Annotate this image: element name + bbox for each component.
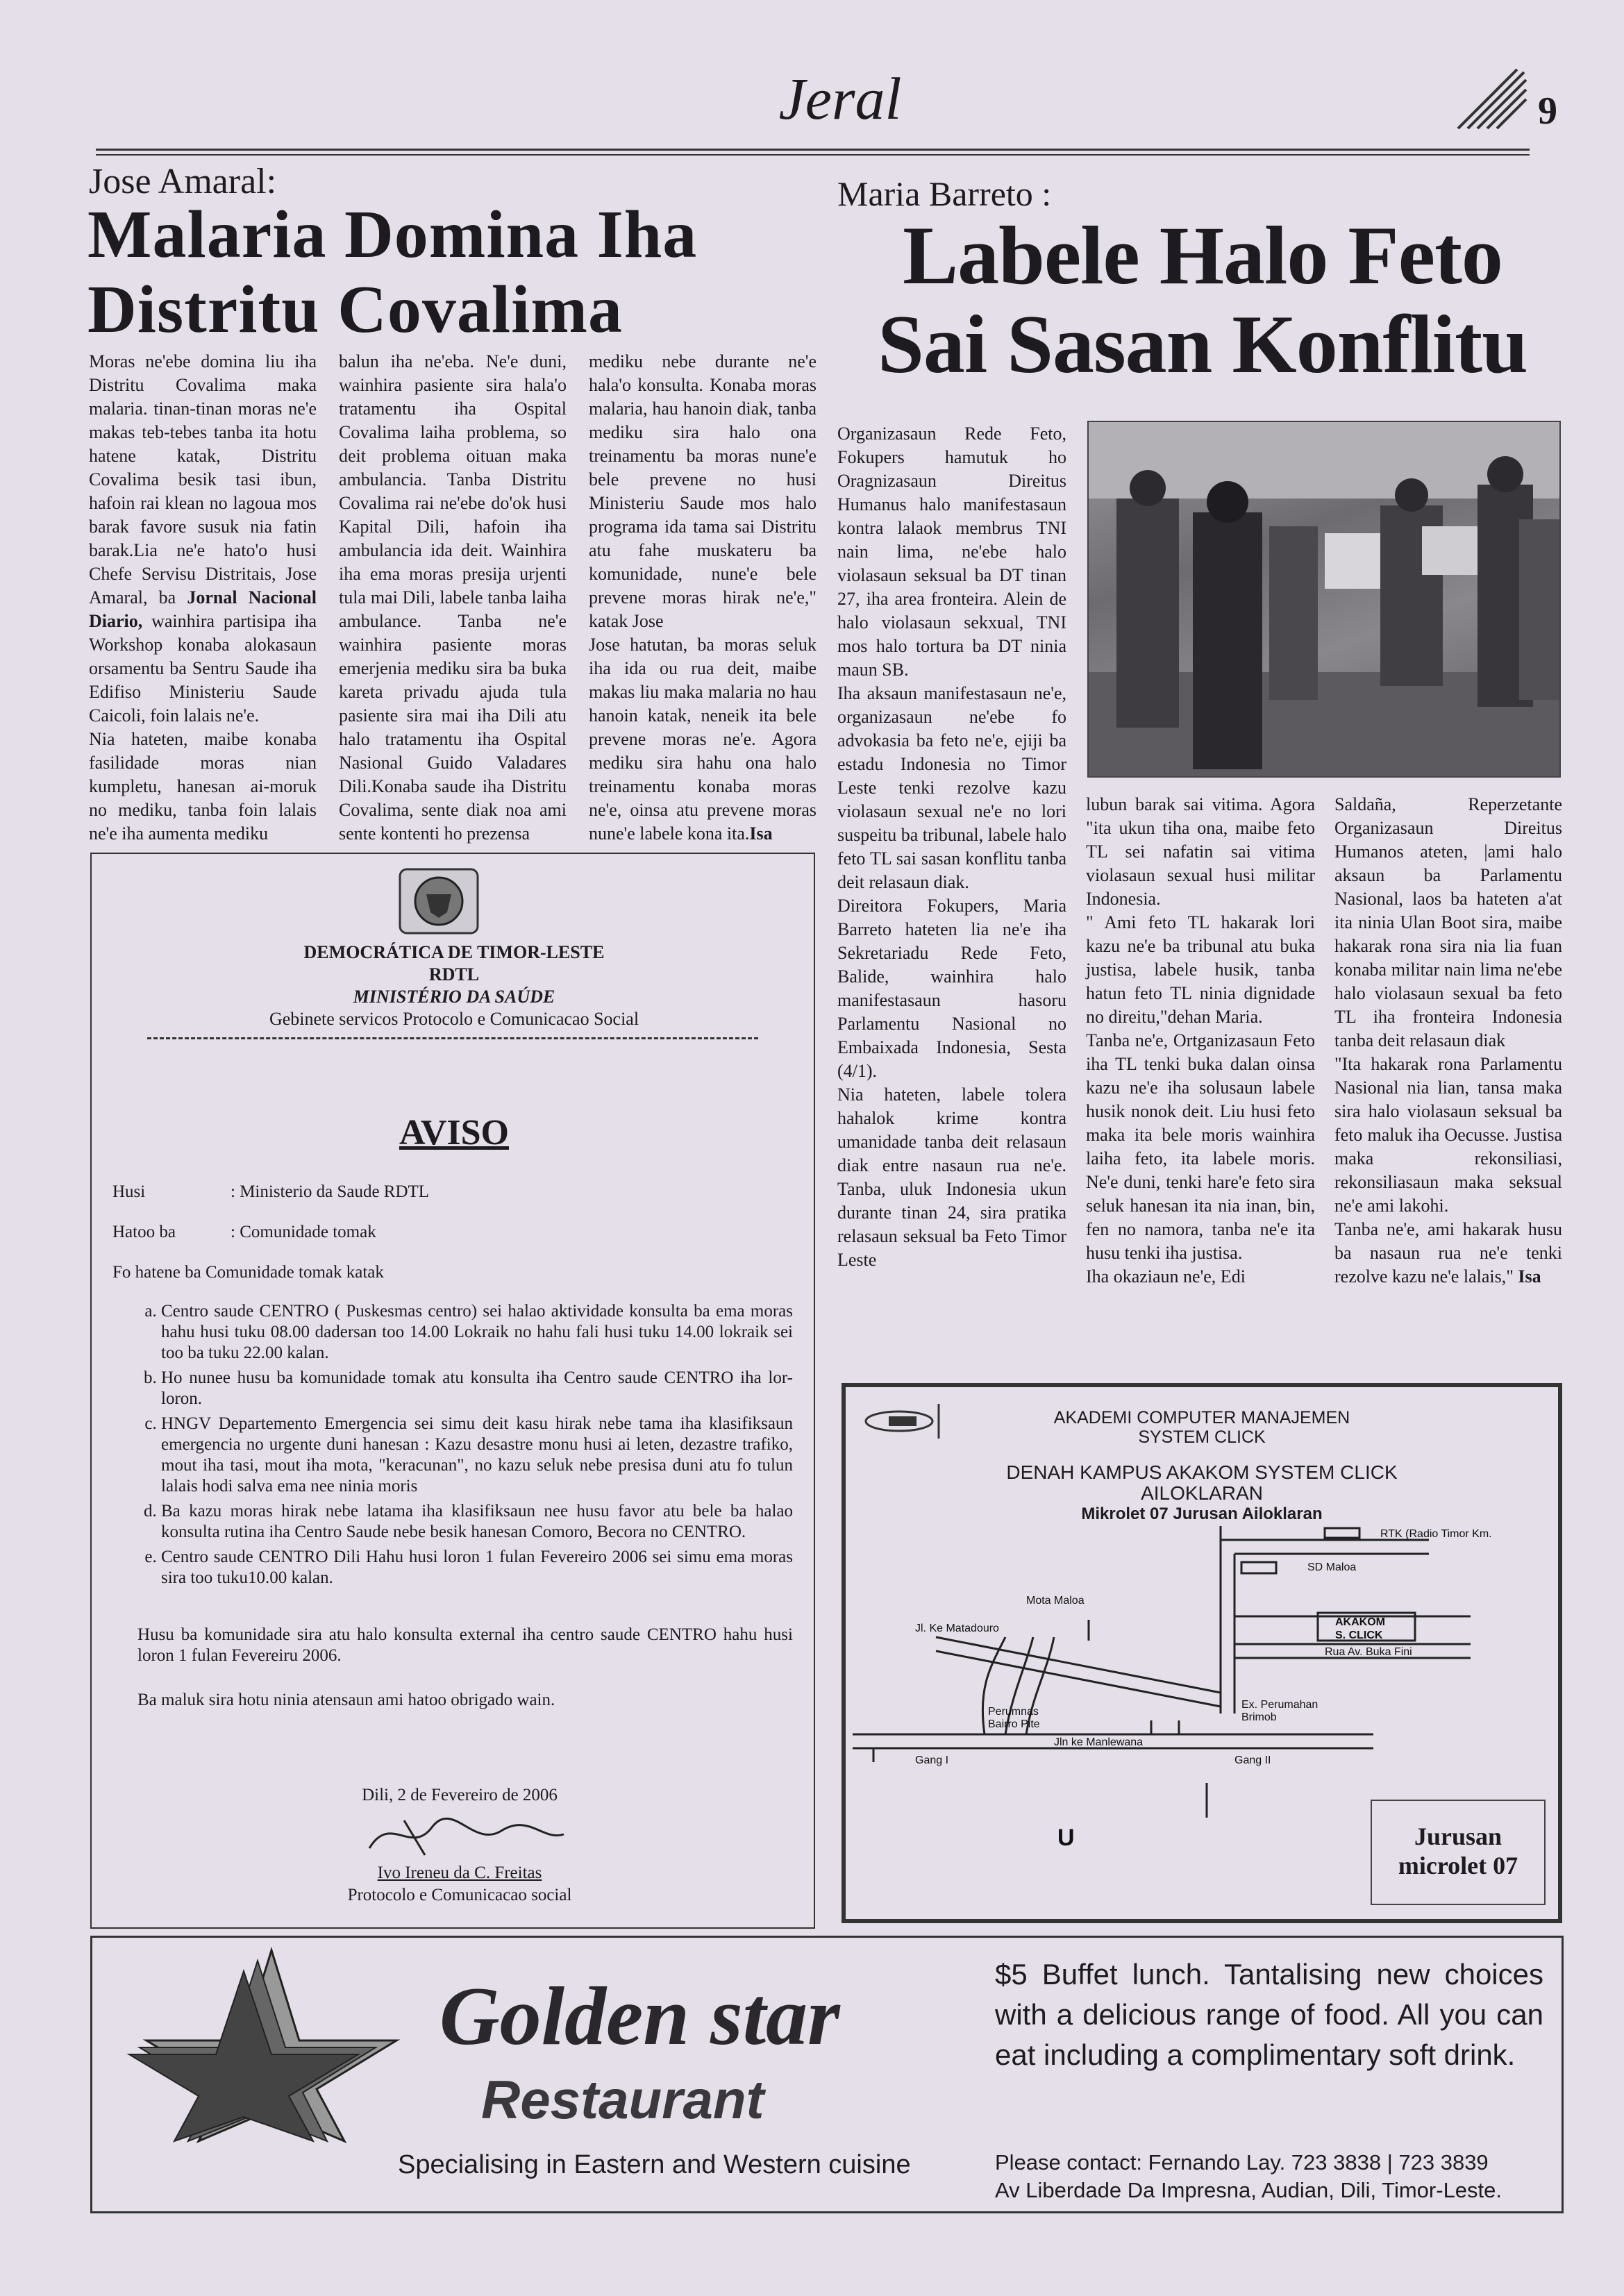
org-name: DEMOCRÁTICA DE TIMOR-LESTE xyxy=(303,942,605,962)
map-location: AILOKLARAN xyxy=(1141,1482,1263,1504)
microlet-label: microlet 07 xyxy=(1398,1852,1518,1879)
map-route: Mikrolet 07 Jurusan Ailoklaran xyxy=(1081,1505,1323,1523)
aviso-item: e. Centro saude CENTRO Dili Hahu husi loron 1 fulan Fevereiro 2006 sei simu ema moras sira too tuku10.00 kalan. xyxy=(161,1547,793,1589)
article1-kicker: Jose Amaral: xyxy=(89,162,277,201)
protest-photo xyxy=(1087,421,1561,778)
jurusan-box xyxy=(1371,1800,1546,1905)
article2-col2: lubun barak sai vitima. Agora "ita ukun tiha ona, maibe feto TL sei nafatin sai vitima violasaun sexual husi militar Indonesia. " Ami feto TL hakarak lori kazu ne'e ba tribunal atu buka justisa, labele husik, tanba hatun feto TL ninia dignidade no direitu,"dehan Maria. Tanba ne'e, Ortganizasaun Feto iha TL tenki buka dalan oinsa kazu ne'e iha solusaun labele husik nonok deit. Liu husi feto maka ita bele moris wainhira laiha feto, ita labele moris. Ne'e duni, tenki hare'e feto sira seluk hanesan ita nia inan, bin, fen no namora, tanba ne'e ita husu tenki iha justisa. Iha okaziaun ne'e, Edi xyxy=(1086,794,1315,1287)
signer-name: Ivo Ireneu da C. Freitas xyxy=(377,1863,542,1882)
restaurant-contact: Please contact: Fernando Lay. 723 3838 | 723 3839 xyxy=(995,2150,1489,2175)
page-number: 9 xyxy=(1538,90,1557,133)
aviso-item: d. Ba kazu moras hirak nebe latama iha klasifiksaun nee husu favor atu bele ba halao konsulta rutina iha Centro Saude nebe besik hanesan Comoro, Becora no CENTRO. xyxy=(161,1501,793,1543)
map-title: DENAH KAMPUS AKAKOM SYSTEM CLICK xyxy=(1006,1461,1398,1483)
hatoo-label: Hatoo ba xyxy=(112,1223,176,1241)
map-label-manlewana: Jln ke Manlewana xyxy=(1054,1736,1144,1748)
stripes-icon xyxy=(1451,62,1527,132)
office-name: Gebinete servicos Protocolo e Comunicacao Social xyxy=(269,1009,639,1029)
map-label-bairro-pite: Bairro Pite xyxy=(988,1718,1040,1730)
map-label-buka-fini: Rua Av. Buka Fini xyxy=(1325,1646,1412,1658)
akakom-subtitle: SYSTEM CLICK xyxy=(1138,1427,1266,1447)
husi-label: Husi xyxy=(112,1182,146,1201)
aviso-paragraph: Husu ba komunidade sira atu halo konsulta external iha centro saude CENTRO hahu husi loron 1 fulan Fevereiru 2006. xyxy=(137,1625,793,1665)
husi-value: : Ministerio da Saude RDTL xyxy=(231,1182,430,1201)
header-rule xyxy=(96,149,1530,151)
signature-icon xyxy=(349,1807,571,1862)
restaurant-tagline: Specialising in Eastern and Western cuisine xyxy=(398,2150,911,2179)
akakom-title: AKADEMI COMPUTER MANAJEMEN xyxy=(1053,1408,1350,1427)
article2-kicker: Maria Barreto : xyxy=(837,174,1052,213)
aviso-closing: Ba maluk sira hotu ninia atensaun ami hatoo obrigado wain. xyxy=(137,1691,555,1709)
signer-role: Protocolo e Comunicacao social xyxy=(347,1886,572,1904)
map-label-rtk: RTK (Radio Timor Km. xyxy=(1380,1528,1492,1540)
ministry-emblem-icon xyxy=(397,866,480,936)
aviso-box xyxy=(90,853,815,1929)
hatoo-value: : Comunidade tomak xyxy=(231,1223,376,1241)
aviso-date: Dili, 2 de Fevereiro de 2006 xyxy=(362,1786,558,1804)
restaurant-address: Av Liberdade Da Impresna, Audian, Dili, Timor-Leste. xyxy=(995,2178,1502,2202)
aviso-intro: Fo hatene ba Comunidade tomak katak xyxy=(112,1263,384,1282)
golden-star-ad xyxy=(90,1936,1564,2213)
map-label-mota-maloa: Mota Maloa xyxy=(1026,1595,1085,1607)
map-label-perumnas: Perumnas xyxy=(988,1706,1039,1718)
akakom-map-ad xyxy=(842,1383,1562,1923)
map-label-sclick: S. CLICK xyxy=(1335,1629,1383,1641)
map-label-akakom: AKAKOM xyxy=(1335,1616,1385,1628)
map-label-sd-maloa: SD Maloa xyxy=(1307,1561,1357,1573)
dashed-divider xyxy=(147,1037,758,1039)
article1-col2: balun iha ne'eba. Ne'e duni, wainhira pasiente sira hala'o tratamentu iha Ospital Covalima laiha problema, so deit problema oituan maka ambulancia. Tanba Distritu Covalima rai ne'ebe do'ok husi Kapital Dili, hafoin iha ambulancia ida deit. Wainhira iha ema moras presija urjenti tula mai Dili, labele tanba laiha ambulance. Tanba ne'e wainhira pasiente moras emerjenia mediku sira ba buka kareta privadu ajuda tula pasiente sira mai iha Dili atu halo tratamentu iha Ospital Nasional Guido Valadares Dili.Konaba saude iha Distritu Covalima, sente diak noa ami sente kontenti ho prezensa xyxy=(339,351,567,844)
map-label-gang1: Gang I xyxy=(915,1754,949,1766)
aviso-title: AVISO xyxy=(399,1113,509,1153)
ministry-name: MINISTÉRIO DA SAÚDE xyxy=(353,987,555,1007)
map-label-matadouro: Jl. Ke Matadouro xyxy=(915,1623,999,1634)
map-label-gang2: Gang II xyxy=(1234,1754,1271,1766)
article2-col3: Saldaña, Reperzetante Organizasaun Direitus Humanos ateten, |ami halo aksaun ba Parlamentu Nasional, laos ba hateten a'at ita ninia Ulan Boot sira, maibe hakarak rona sira nia lia fuan konaba militar nain lima ne'ebe halo violasaun sexual ba feto TL iha fronteira Indonesia tanba deit relasaun diak "Ita hakarak rona Parlamentu Nasional nia lian, tansa maka sira halo violasaun seksual ba feto maluk iha Oecusse. Justisa maka rekonsiliasi, rekonsiliasaun maka seksual ne'e ami lakohi. Tanba ne'e, ami hakarak husu ba nasaun rua ne'e tenki rezolve kazu ne'e lalais," Isa xyxy=(1334,794,1562,1287)
restaurant-name: Golden star xyxy=(440,1970,840,2062)
north-icon: U xyxy=(1057,1825,1075,1851)
photo-scene xyxy=(1089,422,1559,776)
article1-col1: Moras ne'ebe domina liu iha Distritu Covalima maka malaria. tinan-tinan moras ne'e makas teb-tebes tanba ita hotu hatene katak, Distritu Covalima besik tasi ibun, hafoin rai klean no lagoua mos barak favore susuk nia fatin barak.Lia ne'e hato'o husi Chefe Servisu Distritais, Jose Amaral, ba Jornal Nacional Diario, wainhira partisipa iha Workshop konaba alokasaun orsamentu ba Sentru Saude iha Edifiso Ministeriu Saude Caicoli, foin lalais ne'e. Nia hateten, maibe konaba fasilidade moras nian kumpletu, hanesan ai-moruk no mediku, tanba foin lalais ne'e iha aumenta mediku xyxy=(89,351,317,844)
restaurant-type: Restaurant xyxy=(481,2069,764,2130)
article1-col3: mediku nebe durante ne'e hala'o konsulta. Konaba moras malaria, hau hanoin diak, tanba mediku sira halo ona treinamentu ba moras nune'e bele prevene no husi Ministeriu Saude mos halo programa ida tama sai Distritu atu fahe muskateru ba komunidade, nune'e bele prevene moras hirak ne'e," katak Jose Jose hatutan, ba moras seluk iha ida ou rua deit, maibe makas liu maka malaria no hau hanoin katak, neneik ita bele prevene moras ne'e. Agora mediku sira hahu ona halo treinamentu konaba moras ne'e, oinsa atu prevene moras nune'e labele kona ita.Isa xyxy=(589,351,817,844)
article2-headline: Labele Halo Feto Sai Sasan Konflitu xyxy=(878,209,1527,390)
section-title: Jeral xyxy=(778,65,902,132)
header-rule-2 xyxy=(96,154,1530,156)
org-abbrev: RDTL xyxy=(428,964,480,984)
aviso-item: b. Ho nunee husu ba komunidade tomak atu konsulta iha Centro saude CENTRO iha lor-loron. xyxy=(161,1368,793,1409)
jurusan-label: Jurusan xyxy=(1414,1822,1502,1850)
aviso-item: c. HNGV Departemento Emergencia sei simu deit kasu hirak nebe tama iha klasifiksaun emergencia no urgente duni hanesan : Kazu desastre monu husi ai leten, dezastre trafiko, mout iha tasi, mout iha mota, "keracunan", no kazu seluk nebe presisa duni atu fo tulun lalais hodi salva ema nee ninia moris xyxy=(161,1414,793,1497)
restaurant-offer: $5 Buffet lunch. Tantalising new choices with a delicious range of food. All you can eat including a complimentary soft drink. xyxy=(995,1958,1543,2071)
aviso-list xyxy=(112,1301,793,1589)
map-label-ex-perumahan: Ex. Perumahan xyxy=(1241,1699,1319,1711)
star-logo-icon xyxy=(98,1943,473,2145)
article2-col1: Organizasaun Rede Feto, Fokupers hamutuk ho Oragnizasaun Direitus Humanus halo manifestasaun kontra lalaok membrus TNI nain lima, ne'ebe halo violasaun seksual ba DT tinan 27, iha area fronteira. Alein de halo violasaun sekxual, TNI mos halo tortura ba DT ninia maun SB. Iha aksaun manifestasaun ne'e, organizasaun ne'ebe fo advokasia ba feto ne'e, ejiji ba estadu Indonesia no Timor Leste tenki rezolve kazu violasaun sexual ne'e no lori suspeitu ba tribunal, labele halo feto TL sai sasan konflitu tanba deit relasaun diak. Direitora Fokupers, Maria Barreto hateten lia ne'e iha Sekretariadu Rede Feto, Balide, wainhira halo manifestasaun hasoru Parlamentu Nasional no Embaixada Indonesia, Sesta (4/1). Nia hateten, labele tolera hahalok krime kontra umanidade tanba deit relasaun diak entre nasaun rua ne'e. Tanba, uluk Indonesia ukun durante tinan 24, sira pratika relasaun seksual ba Feto Timor Leste xyxy=(837,424,1066,1270)
map-label-brimob: Brimob xyxy=(1241,1711,1277,1723)
signature-block xyxy=(300,1784,619,1907)
article1-headline: Malaria Domina Iha Distritu Covalima xyxy=(87,197,698,347)
aviso-item: a. Centro saude CENTRO ( Puskesmas centro) sei halao aktividade konsulta ba ema moras hahu husi tuku 08.00 dadersan too 14.00 Lokraik no hahu fali husi tuku 14.00 lokraik sei too ba tuku 22.00 kalan. xyxy=(161,1301,793,1364)
